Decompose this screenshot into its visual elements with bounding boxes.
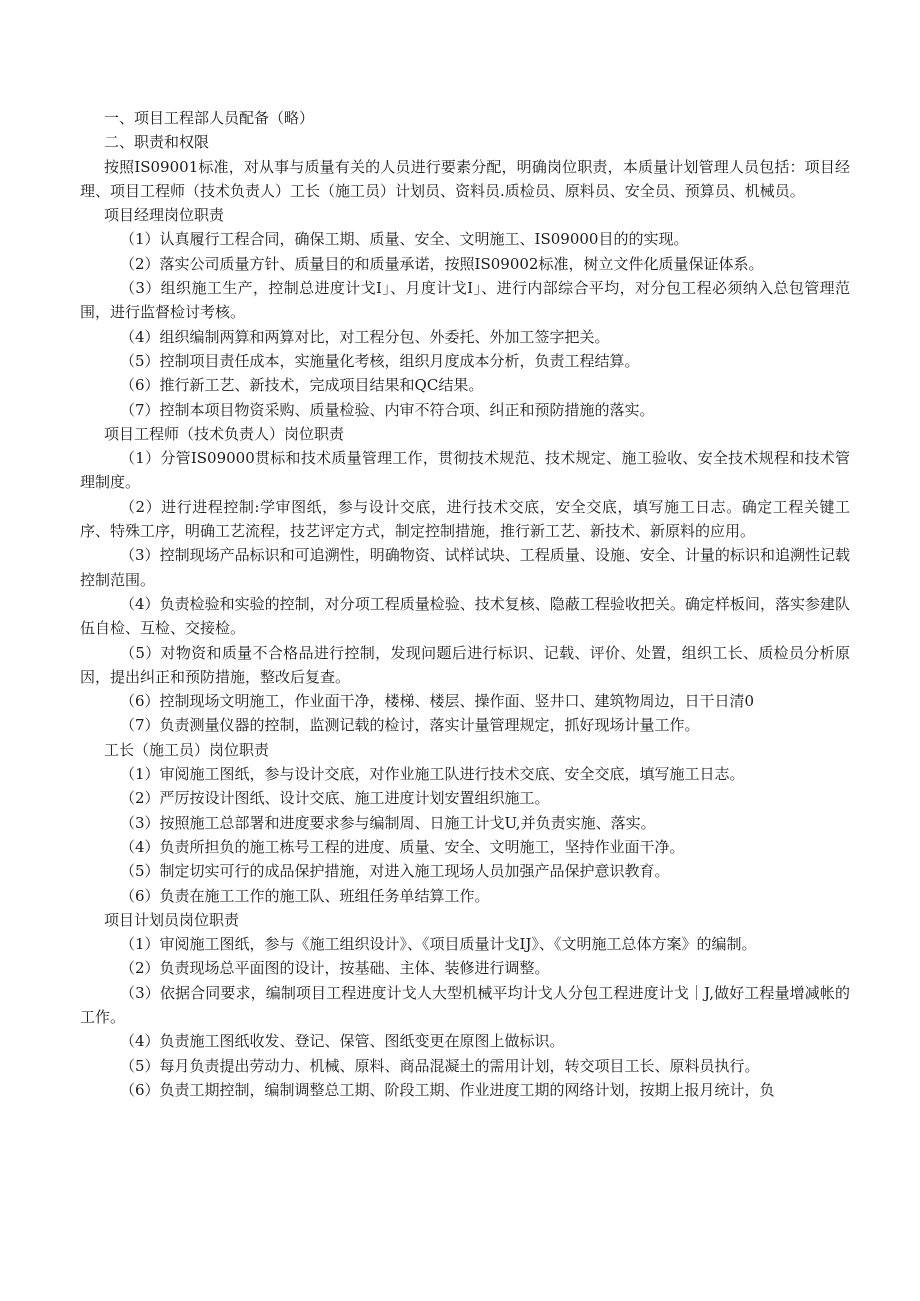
list-item: （4）组织编制两算和两算对比，对工程分包、外委托、外加工签字把关。 [120,327,610,346]
list-item: （5）每月负责提出劳动力、机械、原料、商品混凝土的需用计划，转交项目工长、原料员执行。 [120,1056,760,1075]
list-item: （6）推行新工艺、新技术，完成项目结果和QC结果。 [120,376,484,395]
intro-paragraph: 按照IS09001标准，对从事与质量有关的人员进行要素分配，明确岗位职责，本质量计划管理人员包括：项目经理、项目工程师（技术负责人）工长（施工员）计划员、资料员.质检员、原料员、安全员、预算员、机械员。 [80,157,850,200]
list-item: （3）依据合同要求，编制项目工程进度计戈人大型机械平均计戈人分包工程进度计戈｜J,做好工程量增减帐的工作。 [80,983,850,1026]
list-item: （2）严厉按设计图纸、设计交底、施工进度计划安置组织施工。 [120,789,550,808]
subheading-foreman: 工长（施工员）岗位职责 [104,740,270,759]
list-item: （6）负责工期控制，编制调整总工期、阶段工期、作业进度工期的网络计划，按期上报月统计，负 [120,1080,775,1099]
list-item: （7）负责测量仪器的控制，监测记载的检讨，落实计量管理规定，抓好现场计量工作。 [120,716,700,735]
list-item: （7）控制本项目物资采购、质量检验、内审不符合项、纠正和预防措施的落实。 [120,400,655,419]
list-item: （5）控制项目责任成本，实施量化考核，组织月度成本分析，负责工程结算。 [120,351,640,370]
list-item: （3）组织施工生产，控制总进度计戈I」、月度计戈I」、进行内部综合平均，对分包工程必须纳入总包管理范围，进行监督检讨考核。 [80,279,850,322]
list-item: （6）负责在施工工作的施工队、班组任务单结算工作。 [120,886,490,905]
list-item: （3）控制现场产品标识和可追溯性，明确物资、试样试块、工程质量、设施、安全、计量的标识和追溯性记载控制范围。 [80,546,850,589]
list-item: （5）对物资和质量不合格品进行控制，发现问题后进行标识、记载、评价、处置，组织工长、质检员分析原因，提出纠正和预防措施，整改后复查。 [80,643,850,686]
list-item: （2）落实公司质量方针、质量目的和质量承诺，按照IS09002标准，树立文件化质量保证体系。 [120,254,764,273]
list-item: （1）分管IS09000贯标和技术质量管理工作，贯彻技术规范、技术规定、施工验收、安全技术规程和技术管理制度。 [80,449,850,492]
list-item: （4）负责所担负的施工栋号工程的进度、质量、安全、文明施工，坚持作业面干净。 [120,837,685,856]
document-body [80,106,850,1102]
list-item: （1）审阅施工图纸，参与设计交底，对作业施工队进行技术交底、安全交底，填写施工日志。 [120,765,745,784]
list-item: （3）按照施工总部署和进度要求参与编制周、日施工计戈U,并负责实施、落实。 [120,813,656,832]
list-item: （2）进行进程控制:学审图纸，参与设计交底，进行技术交底，安全交底，填写施工日志。确定工程关键工序、特殊工序，明确工艺流程，技艺评定方式，制定控制措施，推行新工艺、新技术、新原料的应用。 [80,497,850,541]
subheading-project-engineer: 项目工程师（技术负责人）岗位职责 [104,424,345,443]
list-item: （6）控制现场文明施工，作业面干净，楼梯、楼层、操作面、竖井口、建筑物周边，日干日清0 [120,692,755,711]
list-item: （1）认真履行工程合同，确保工期、质量、安全、文明施工、IS09000目的的实现。 [120,230,689,249]
list-item: （4）负责施工图纸收发、登记、保管、图纸变更在原图上做标识。 [120,1032,565,1051]
subheading-project-manager: 项目经理岗位职责 [104,206,225,225]
list-item: （4）负责检验和实验的控制，对分项工程质量检验、技术复核、隐蔽工程验收把关。确定样板间，落实参建队伍自检、互检、交接检。 [80,594,850,638]
heading-staffing: 一、项目工程部人员配备（略） [104,109,315,127]
subheading-planner: 项目计划员岗位职责 [104,910,240,929]
heading-responsibilities: 二、职责和权限 [104,133,210,152]
list-item: （1）审阅施工图纸，参与《施工组织设计》、《项目质量计戈IJ》、《文明施工总体方案》的编制。 [120,935,757,954]
list-item: （2）负责现场总平面图的设计，按基础、主体、装修进行调整。 [120,959,550,978]
list-item: （5）制定切实可行的成品保护措施，对进入施工现场人员加强产品保护意识教育。 [120,862,670,881]
